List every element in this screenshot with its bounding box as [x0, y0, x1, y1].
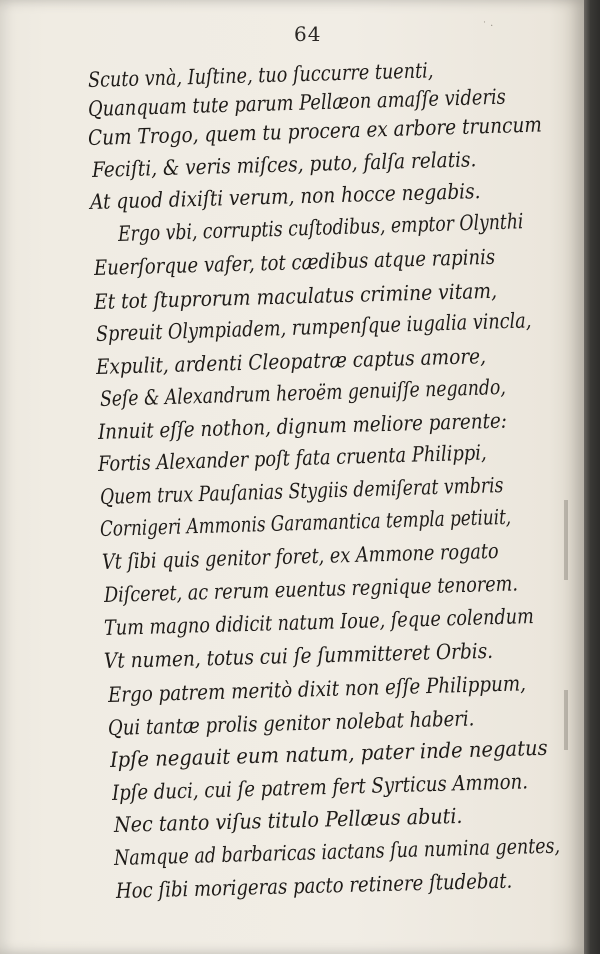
verse-line: Diſceret, ac rerum euentus regnique tenorem. — [103, 571, 519, 607]
verse-line: Namque ad barbaricas iactans ſua numina gentes, — [113, 833, 561, 870]
bleed-through-shadow — [564, 690, 568, 750]
verse-line: Innuit eſſe nothon, dignum meliore parente: — [97, 408, 508, 444]
verse-line: Scuto vnà, Iuſtine, tuo ſuccurre tuenti, — [87, 58, 434, 92]
verse-line: Tum magno didicit natum Ioue, ſeque colendum — [103, 604, 535, 640]
verse-line: Cornigeri Ammonis Garamantica templa petiuit, — [99, 504, 512, 541]
bleed-through-shadow — [564, 500, 568, 580]
verse-line: Ipſe duci, cui ſe patrem fert Syrticus Ammon. — [111, 769, 529, 805]
verse-line: Euerſorque vafer, tot cædibus atque rapinis — [93, 244, 496, 280]
verse-line: Quanquam tute parum Pellæon amaſſe videris — [87, 84, 507, 121]
verse-line: Hoc ſibi morigeras pacto retinere ſtudebat. — [115, 868, 513, 903]
verse-line: Qui tantæ prolis genitor nolebat haberi. — [107, 706, 475, 740]
verse-line: Vt ſibi quis genitor foret, ex Ammone rogato — [101, 538, 499, 574]
verse-line: Fortis Alexander poſt fata cruenta Philippi, — [97, 440, 487, 476]
verse-line: Ipſe negauit eum natum, pater inde negatus — [109, 735, 548, 772]
verse-line: Cum Trogo, quem tu procera ex arbore truncum — [87, 112, 543, 150]
verse-line: Quem trux Pauſanias Stygiis demiſerat vmbris — [99, 473, 504, 509]
verse-line: Ergo vbi, corruptis cuſtodibus, emptor Olynthi — [117, 209, 524, 246]
verse-line: At quod dixiſti verum, non hocce negabis. — [89, 179, 481, 214]
verse-line: Spreuit Olympiadem, rumpenſque iugalia vincla, — [95, 308, 532, 346]
verse-line: Nec tanto viſus titulo Pellæus abuti. — [113, 803, 463, 837]
ink-speck-mark: ˙ · — [482, 21, 494, 32]
page-number: 64 — [294, 22, 322, 46]
verse-line: Seſe & Alexandrum heroëm genuiſſe negando, — [99, 374, 507, 411]
verse-line: Et tot ſtuprorum maculatus crimine vitam, — [93, 278, 498, 314]
verse-line: Feciſti, & veris miſces, puto, falſa relatis. — [91, 147, 477, 182]
verse-line: Vt numen, totus cui ſe ſummitteret Orbis. — [103, 638, 494, 673]
verse-line: Ergo patrem meritò dixit non eſſe Philippum, — [107, 671, 527, 707]
verse-line: Expulit, ardenti Cleopatræ captus amore, — [95, 344, 487, 379]
book-spine-edge — [584, 0, 600, 954]
